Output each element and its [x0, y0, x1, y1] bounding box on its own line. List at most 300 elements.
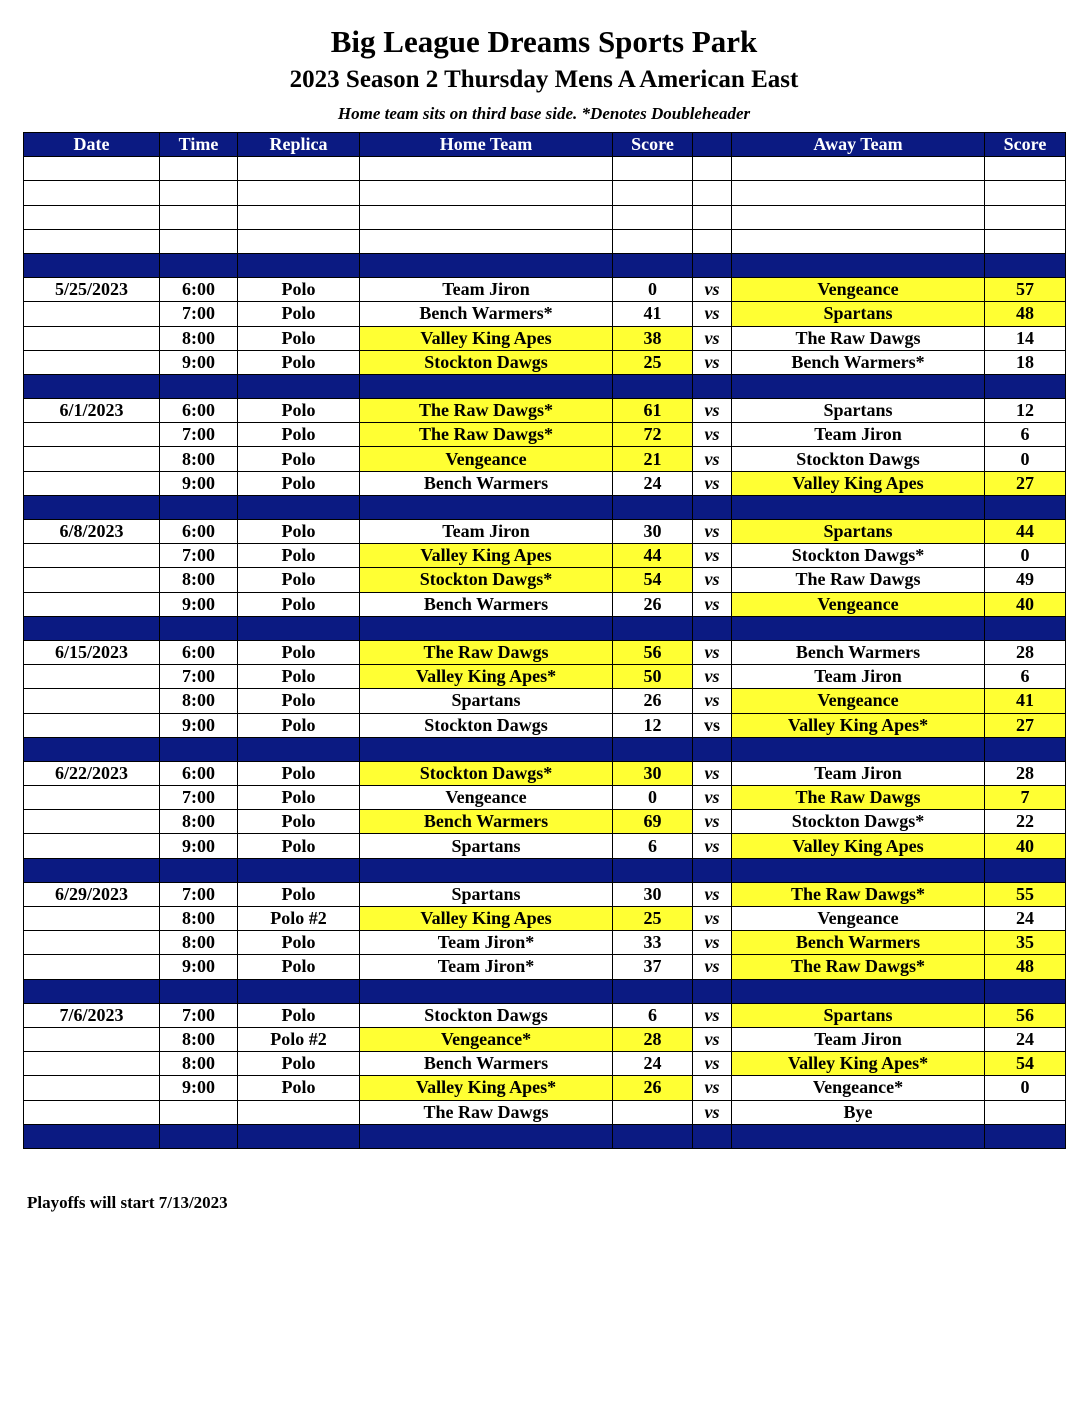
- date-cell: [24, 713, 160, 737]
- vs-cell: vs: [693, 399, 732, 423]
- home-team-cell: Stockton Dawgs: [360, 713, 613, 737]
- home-score-cell: 54: [613, 568, 693, 592]
- away-score-cell: 0: [985, 447, 1066, 471]
- vs-cell: vs: [693, 423, 732, 447]
- away-team-cell: Valley King Apes*: [732, 1052, 985, 1076]
- home-team-cell: Valley King Apes: [360, 907, 613, 931]
- home-score-cell: 30: [613, 520, 693, 544]
- away-score-cell: 12: [985, 399, 1066, 423]
- time-cell: 6:00: [160, 399, 238, 423]
- playoffs-note: Playoffs will start 7/13/2023: [27, 1193, 228, 1212]
- separator-cell: [613, 495, 693, 519]
- blank-cell: [238, 205, 360, 229]
- away-score-cell: 44: [985, 520, 1066, 544]
- date-cell: [24, 1100, 160, 1124]
- week-separator-row: [24, 979, 1066, 1003]
- blank-cell: [693, 229, 732, 253]
- away-score-cell: 24: [985, 907, 1066, 931]
- vs-cell: vs: [693, 955, 732, 979]
- separator-cell: [985, 858, 1066, 882]
- col-home-team: Home Team: [360, 133, 613, 157]
- separator-cell: [160, 616, 238, 640]
- time-cell: 6:00: [160, 640, 238, 664]
- away-team-cell: Team Jiron: [732, 1027, 985, 1051]
- game-row: [24, 1076, 1066, 1100]
- away-team-cell: The Raw Dawgs: [732, 568, 985, 592]
- away-score-cell: 0: [985, 1076, 1066, 1100]
- game-row: [24, 786, 1066, 810]
- away-score-cell: 27: [985, 471, 1066, 495]
- home-team-cell: Team Jiron*: [360, 931, 613, 955]
- time-cell: 9:00: [160, 350, 238, 374]
- separator-cell: [732, 1124, 985, 1148]
- vs-cell: vs: [693, 665, 732, 689]
- week-separator-row: [24, 858, 1066, 882]
- date-cell: 6/29/2023: [24, 882, 160, 906]
- date-cell: [24, 689, 160, 713]
- home-score-cell: 37: [613, 955, 693, 979]
- game-row: [24, 834, 1066, 858]
- game-row: [24, 326, 1066, 350]
- separator-cell: [24, 616, 160, 640]
- blank-cell: [160, 181, 238, 205]
- home-team-cell: Bench Warmers: [360, 1052, 613, 1076]
- home-score-cell: 50: [613, 665, 693, 689]
- time-cell: 8:00: [160, 907, 238, 931]
- home-team-cell: Vengeance: [360, 786, 613, 810]
- blank-cell: [732, 229, 985, 253]
- separator-cell: [613, 737, 693, 761]
- away-score-cell: 7: [985, 786, 1066, 810]
- game-row: [24, 592, 1066, 616]
- date-cell: 5/25/2023: [24, 278, 160, 302]
- replica-cell: Polo: [238, 1003, 360, 1027]
- vs-cell: vs: [693, 882, 732, 906]
- game-row: [24, 544, 1066, 568]
- home-score-cell: 30: [613, 882, 693, 906]
- date-cell: [24, 326, 160, 350]
- vs-cell: vs: [693, 713, 732, 737]
- replica-cell: Polo: [238, 834, 360, 858]
- game-row: [24, 689, 1066, 713]
- time-cell: 6:00: [160, 520, 238, 544]
- home-score-cell: 25: [613, 350, 693, 374]
- away-score-cell: 48: [985, 955, 1066, 979]
- separator-cell: [160, 495, 238, 519]
- separator-cell: [613, 979, 693, 1003]
- away-team-cell: Vengeance: [732, 592, 985, 616]
- separator-cell: [24, 737, 160, 761]
- away-team-cell: Bench Warmers*: [732, 350, 985, 374]
- blank-cell: [160, 157, 238, 181]
- blank-row: [24, 157, 1066, 181]
- blank-cell: [360, 229, 613, 253]
- separator-cell: [985, 737, 1066, 761]
- away-score-cell: 57: [985, 278, 1066, 302]
- blank-row: [24, 181, 1066, 205]
- replica-cell: Polo: [238, 689, 360, 713]
- separator-cell: [24, 374, 160, 398]
- time-cell: 8:00: [160, 931, 238, 955]
- separator-cell: [732, 374, 985, 398]
- home-score-cell: 44: [613, 544, 693, 568]
- away-team-cell: Stockton Dawgs: [732, 447, 985, 471]
- time-cell: 6:00: [160, 761, 238, 785]
- away-team-cell: Team Jiron: [732, 423, 985, 447]
- game-row: [24, 1100, 1066, 1124]
- time-cell: 9:00: [160, 471, 238, 495]
- col-replica: Replica: [238, 133, 360, 157]
- game-row: [24, 471, 1066, 495]
- replica-cell: Polo: [238, 447, 360, 471]
- separator-cell: [360, 1124, 613, 1148]
- date-cell: [24, 1076, 160, 1100]
- away-team-cell: Spartans: [732, 1003, 985, 1027]
- home-team-cell: Bench Warmers*: [360, 302, 613, 326]
- blank-cell: [732, 157, 985, 181]
- vs-cell: vs: [693, 447, 732, 471]
- home-score-cell: 21: [613, 447, 693, 471]
- blank-row: [24, 229, 1066, 253]
- game-row: [24, 278, 1066, 302]
- date-cell: [24, 834, 160, 858]
- replica-cell: Polo: [238, 761, 360, 785]
- away-team-cell: Spartans: [732, 399, 985, 423]
- blank-cell: [693, 181, 732, 205]
- away-team-cell: Team Jiron: [732, 761, 985, 785]
- home-score-cell: 26: [613, 689, 693, 713]
- game-row: [24, 931, 1066, 955]
- time-cell: 7:00: [160, 665, 238, 689]
- date-cell: 6/8/2023: [24, 520, 160, 544]
- replica-cell: Polo: [238, 399, 360, 423]
- replica-cell: Polo: [238, 520, 360, 544]
- page-subtitle: 2023 Season 2 Thursday Mens A American East: [289, 66, 799, 93]
- vs-cell: vs: [693, 761, 732, 785]
- away-score-cell: 18: [985, 350, 1066, 374]
- game-row: [24, 761, 1066, 785]
- away-score-cell: 40: [985, 592, 1066, 616]
- away-score-cell: 35: [985, 931, 1066, 955]
- blank-cell: [985, 229, 1066, 253]
- date-cell: [24, 665, 160, 689]
- separator-cell: [360, 253, 613, 277]
- blank-cell: [732, 205, 985, 229]
- home-team-cell: Spartans: [360, 834, 613, 858]
- separator-cell: [613, 1124, 693, 1148]
- home-score-cell: 38: [613, 326, 693, 350]
- date-cell: [24, 544, 160, 568]
- home-score-cell: 41: [613, 302, 693, 326]
- date-cell: [24, 592, 160, 616]
- time-cell: 6:00: [160, 278, 238, 302]
- separator-cell: [693, 979, 732, 1003]
- home-score-cell: 26: [613, 592, 693, 616]
- time-cell: 7:00: [160, 423, 238, 447]
- week-separator-row: [24, 374, 1066, 398]
- week-separator-row: [24, 616, 1066, 640]
- separator-cell: [160, 979, 238, 1003]
- home-team-cell: Vengeance: [360, 447, 613, 471]
- away-score-cell: 48: [985, 302, 1066, 326]
- replica-cell: Polo: [238, 471, 360, 495]
- separator-cell: [732, 737, 985, 761]
- vs-cell: vs: [693, 834, 732, 858]
- replica-cell: Polo: [238, 1076, 360, 1100]
- date-cell: [24, 302, 160, 326]
- blank-cell: [238, 157, 360, 181]
- away-team-cell: Valley King Apes*: [732, 713, 985, 737]
- time-cell: [160, 1100, 238, 1124]
- away-team-cell: Bench Warmers: [732, 640, 985, 664]
- away-score-cell: 55: [985, 882, 1066, 906]
- away-team-cell: Vengeance*: [732, 1076, 985, 1100]
- away-team-cell: Vengeance: [732, 278, 985, 302]
- away-team-cell: Valley King Apes: [732, 471, 985, 495]
- away-team-cell: Vengeance: [732, 689, 985, 713]
- separator-cell: [238, 616, 360, 640]
- blank-cell: [613, 205, 693, 229]
- separator-cell: [238, 1124, 360, 1148]
- col-vs: [693, 133, 732, 157]
- vs-cell: vs: [693, 810, 732, 834]
- game-row: [24, 665, 1066, 689]
- separator-cell: [732, 495, 985, 519]
- separator-cell: [732, 858, 985, 882]
- week-separator-row: [24, 737, 1066, 761]
- vs-cell: vs: [693, 640, 732, 664]
- replica-cell: Polo #2: [238, 907, 360, 931]
- home-team-cell: Valley King Apes: [360, 544, 613, 568]
- away-score-cell: 28: [985, 761, 1066, 785]
- away-score-cell: 0: [985, 544, 1066, 568]
- blank-row: [24, 205, 1066, 229]
- game-row: [24, 1052, 1066, 1076]
- blank-cell: [732, 181, 985, 205]
- game-row: [24, 447, 1066, 471]
- week-separator-row: [24, 253, 1066, 277]
- vs-cell: vs: [693, 592, 732, 616]
- home-team-cell: Spartans: [360, 689, 613, 713]
- home-score-cell: 72: [613, 423, 693, 447]
- separator-cell: [693, 858, 732, 882]
- vs-cell: vs: [693, 931, 732, 955]
- vs-cell: vs: [693, 1027, 732, 1051]
- page-note: Home team sits on third base side. *Denotes Doubleheader: [337, 104, 751, 123]
- away-team-cell: Stockton Dawgs*: [732, 810, 985, 834]
- away-team-cell: Stockton Dawgs*: [732, 544, 985, 568]
- blank-cell: [360, 157, 613, 181]
- blank-cell: [985, 205, 1066, 229]
- away-score-cell: 6: [985, 423, 1066, 447]
- time-cell: 7:00: [160, 882, 238, 906]
- vs-cell: vs: [693, 1076, 732, 1100]
- replica-cell: Polo: [238, 640, 360, 664]
- vs-cell: vs: [693, 471, 732, 495]
- date-cell: [24, 471, 160, 495]
- home-team-cell: The Raw Dawgs: [360, 1100, 613, 1124]
- time-cell: 7:00: [160, 544, 238, 568]
- blank-cell: [24, 229, 160, 253]
- blank-cell: [360, 205, 613, 229]
- home-team-cell: Stockton Dawgs*: [360, 568, 613, 592]
- away-score-cell: 49: [985, 568, 1066, 592]
- time-cell: 8:00: [160, 1052, 238, 1076]
- away-score-cell: 27: [985, 713, 1066, 737]
- week-separator-row: [24, 495, 1066, 519]
- home-team-cell: Vengeance*: [360, 1027, 613, 1051]
- home-team-cell: Bench Warmers: [360, 471, 613, 495]
- game-row: [24, 955, 1066, 979]
- vs-cell: vs: [693, 568, 732, 592]
- home-score-cell: 24: [613, 1052, 693, 1076]
- separator-cell: [613, 858, 693, 882]
- schedule-body: [24, 157, 1066, 1149]
- home-score-cell: 69: [613, 810, 693, 834]
- away-team-cell: Spartans: [732, 520, 985, 544]
- replica-cell: Polo: [238, 592, 360, 616]
- away-score-cell: 28: [985, 640, 1066, 664]
- header-row: [24, 133, 1066, 157]
- separator-cell: [693, 1124, 732, 1148]
- schedule-table: [23, 132, 1066, 1149]
- game-row: [24, 1027, 1066, 1051]
- separator-cell: [693, 737, 732, 761]
- blank-cell: [160, 229, 238, 253]
- vs-cell: vs: [693, 302, 732, 326]
- date-cell: [24, 955, 160, 979]
- away-score-cell: 56: [985, 1003, 1066, 1027]
- blank-cell: [693, 205, 732, 229]
- date-cell: 7/6/2023: [24, 1003, 160, 1027]
- home-score-cell: 33: [613, 931, 693, 955]
- away-score-cell: 22: [985, 810, 1066, 834]
- home-team-cell: Team Jiron: [360, 278, 613, 302]
- separator-cell: [360, 616, 613, 640]
- home-team-cell: Valley King Apes*: [360, 1076, 613, 1100]
- replica-cell: Polo: [238, 423, 360, 447]
- time-cell: 9:00: [160, 713, 238, 737]
- away-team-cell: Team Jiron: [732, 665, 985, 689]
- time-cell: 9:00: [160, 592, 238, 616]
- game-row: [24, 302, 1066, 326]
- separator-cell: [985, 1124, 1066, 1148]
- home-team-cell: Bench Warmers: [360, 592, 613, 616]
- away-score-cell: 14: [985, 326, 1066, 350]
- home-team-cell: Stockton Dawgs: [360, 350, 613, 374]
- home-score-cell: [613, 1100, 693, 1124]
- home-team-cell: The Raw Dawgs*: [360, 423, 613, 447]
- time-cell: 8:00: [160, 1027, 238, 1051]
- blank-cell: [693, 157, 732, 181]
- date-cell: [24, 1027, 160, 1051]
- col-away-score: Score: [985, 133, 1066, 157]
- home-score-cell: 61: [613, 399, 693, 423]
- separator-cell: [24, 1124, 160, 1148]
- replica-cell: Polo: [238, 786, 360, 810]
- blank-cell: [160, 205, 238, 229]
- time-cell: 7:00: [160, 302, 238, 326]
- separator-cell: [985, 495, 1066, 519]
- game-row: [24, 568, 1066, 592]
- time-cell: 7:00: [160, 1003, 238, 1027]
- replica-cell: Polo: [238, 568, 360, 592]
- away-score-cell: 40: [985, 834, 1066, 858]
- blank-cell: [238, 229, 360, 253]
- replica-cell: Polo: [238, 955, 360, 979]
- game-row: [24, 399, 1066, 423]
- vs-cell: vs: [693, 326, 732, 350]
- home-team-cell: The Raw Dawgs: [360, 640, 613, 664]
- separator-cell: [238, 979, 360, 1003]
- separator-cell: [238, 858, 360, 882]
- time-cell: 9:00: [160, 955, 238, 979]
- separator-cell: [160, 374, 238, 398]
- blank-cell: [24, 205, 160, 229]
- date-cell: 6/1/2023: [24, 399, 160, 423]
- blank-cell: [985, 181, 1066, 205]
- home-team-cell: Team Jiron: [360, 520, 613, 544]
- blank-cell: [360, 181, 613, 205]
- home-score-cell: 0: [613, 786, 693, 810]
- game-row: [24, 882, 1066, 906]
- vs-cell: vs: [693, 350, 732, 374]
- separator-cell: [693, 374, 732, 398]
- separator-cell: [238, 737, 360, 761]
- blank-cell: [24, 181, 160, 205]
- home-score-cell: 25: [613, 907, 693, 931]
- home-score-cell: 56: [613, 640, 693, 664]
- separator-cell: [238, 374, 360, 398]
- blank-cell: [613, 181, 693, 205]
- separator-cell: [732, 253, 985, 277]
- replica-cell: Polo: [238, 544, 360, 568]
- time-cell: 7:00: [160, 786, 238, 810]
- separator-cell: [238, 495, 360, 519]
- date-cell: [24, 786, 160, 810]
- separator-cell: [24, 253, 160, 277]
- away-score-cell: 24: [985, 1027, 1066, 1051]
- away-team-cell: The Raw Dawgs*: [732, 882, 985, 906]
- blank-cell: [238, 181, 360, 205]
- separator-cell: [24, 858, 160, 882]
- col-home-score: Score: [613, 133, 693, 157]
- vs-cell: vs: [693, 544, 732, 568]
- home-score-cell: 6: [613, 834, 693, 858]
- separator-cell: [160, 858, 238, 882]
- replica-cell: Polo: [238, 810, 360, 834]
- home-team-cell: Stockton Dawgs*: [360, 761, 613, 785]
- game-row: [24, 350, 1066, 374]
- date-cell: [24, 447, 160, 471]
- blank-cell: [613, 157, 693, 181]
- time-cell: 8:00: [160, 326, 238, 350]
- separator-cell: [360, 858, 613, 882]
- blank-cell: [24, 157, 160, 181]
- time-cell: 8:00: [160, 568, 238, 592]
- separator-cell: [985, 979, 1066, 1003]
- game-row: [24, 520, 1066, 544]
- game-row: [24, 907, 1066, 931]
- vs-cell: vs: [693, 907, 732, 931]
- away-team-cell: Vengeance: [732, 907, 985, 931]
- separator-cell: [985, 374, 1066, 398]
- game-row: [24, 1003, 1066, 1027]
- away-score-cell: 54: [985, 1052, 1066, 1076]
- date-cell: [24, 568, 160, 592]
- away-team-cell: The Raw Dawgs: [732, 786, 985, 810]
- date-cell: [24, 810, 160, 834]
